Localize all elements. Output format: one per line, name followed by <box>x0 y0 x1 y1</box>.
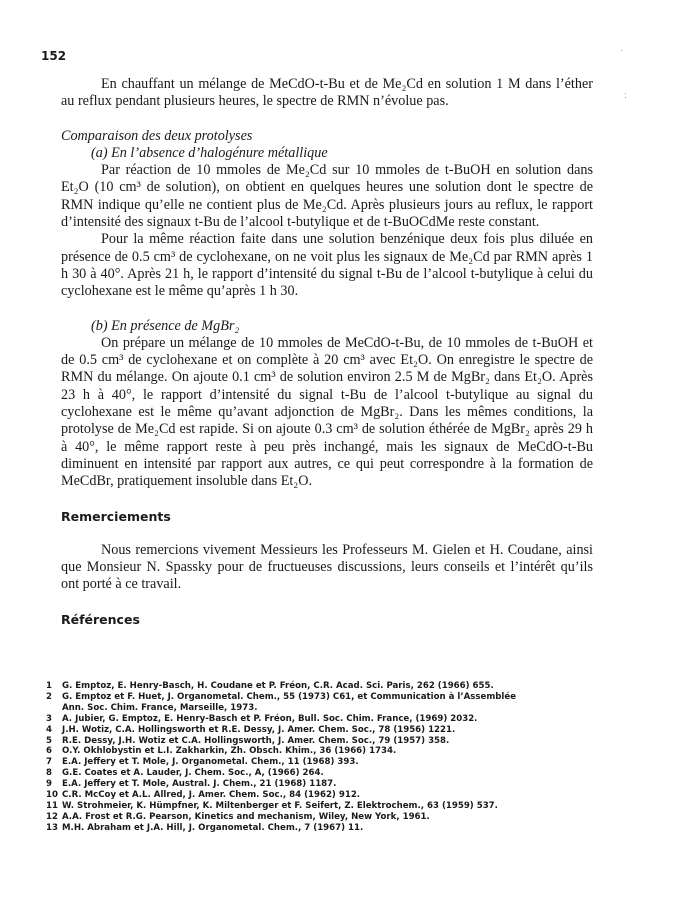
reference-text: J.H. Wotiz, C.A. Hollingsworth et R.E. Dessy, J. Amer. Chem. Soc., 78 (1956) 1221. <box>62 724 456 735</box>
reference-text: G. Emptoz et F. Huet, J. Organometal. Chem., 55 (1973) C61, et Communication à l’Assemblée <box>62 691 517 702</box>
references-heading: Références <box>61 611 140 627</box>
main-text <box>61 76 593 628</box>
reference-number: 5 <box>46 735 52 746</box>
reference-item <box>46 692 606 703</box>
reference-number: 11 <box>46 800 58 811</box>
scan-mark: · <box>620 46 624 57</box>
reference-number: 7 <box>46 757 52 768</box>
scan-mark: : <box>624 90 627 101</box>
subsection-b-heading: (b) En présence de MgBr₂ <box>91 317 240 334</box>
reference-item <box>46 714 606 725</box>
reference-number: 1 <box>46 681 52 691</box>
reference-item <box>46 779 606 790</box>
subsection-b-paragraph: On prépare un mélange de 10 mmoles de MeCdO-t-Bu, de 10 mmoles de t-BuOH et de 0.5 cm³ de cyclohexane et on complète à 20 cm³ avec Et₂O. On enregistre le spectre de RMN du mélange. On ajoute 0.1 cm³ de solution environ 2.5 M de MgBr₂ dans Et₂O. Après 23 h à 40°, le rapport d’intensité du signal t-Bu de l’alcool t-butylique au signal du cyclohexane est le même qu’avant adjonction de MgBr₂. Dans les mêmes conditions, la protolyse de Me₂Cd est rapide. Si on ajoute 0.3 cm³ de solution éthérée de MgBr₂ après 29 h à 40°, le même rapport reste à peu près inchangé, mais les signaux de MeCdO-t-Bu diminuent en intensité par rapport aux autres, ce qui peut correspondre à la formation de MeCdBr, pratiquement insoluble dans Et₂O. <box>61 334 593 490</box>
reference-number: 4 <box>46 724 52 735</box>
reference-text: E.A. Jeffery et T. Mole, Austral. J. Chem., 21 (1968) 1187. <box>62 779 337 790</box>
reference-item <box>46 812 606 823</box>
page-number: 152 <box>41 49 67 63</box>
reference-text: C.R. McCoy et A.L. Allred, J. Amer. Chem. Soc., 84 (1962) 912. <box>62 790 361 801</box>
reference-text: A.A. Frost et R.G. Pearson, Kinetics and mechanism, Wiley, New York, 1961. <box>62 811 430 822</box>
reference-item <box>46 801 606 812</box>
acknowledgements-paragraph: Nous remercions vivement Messieurs les Professeurs M. Gielen et H. Coudane, ainsi que Monsieur N. Spassky pour de fructueuses discussions, leurs conseils et l’intérêt qu’ils ont porté à ce travail. <box>61 541 593 593</box>
reference-text: E.A. Jeffery et T. Mole, J. Organometal. Chem., 11 (1968) 393. <box>62 757 359 768</box>
subsection-a-heading: (a) En l’absence d’halogénure métallique <box>91 144 328 161</box>
reference-item <box>46 746 606 757</box>
reference-number: 6 <box>46 746 52 757</box>
reference-item <box>46 768 606 779</box>
reference-text: G.E. Coates et A. Lauder, J. Chem. Soc., A, (1966) 264. <box>62 768 324 779</box>
reference-item <box>46 725 606 736</box>
reference-item <box>46 681 606 692</box>
reference-text: R.E. Dessy, J.H. Wotiz et C.A. Hollingsworth, J. Amer. Chem. Soc., 79 (1957) 358. <box>62 735 450 746</box>
reference-item <box>46 736 606 747</box>
reference-item <box>46 790 606 801</box>
subsection-a-paragraph-1: Par réaction de 10 mmoles de Me₂Cd sur 10 mmoles de t-BuOH en solution dans Et₂O (10 cm³ de solution), on obtient en quelques heures une solution dont le spectre de RMN indique qu’elle ne contient plus de Me₂Cd. Après plusieurs jours au reflux, le rapport d’intensité des signaux t-Bu de l’alcool t-butylique et de t-BuOCdMe reste constant. <box>61 162 593 231</box>
reference-number: 8 <box>46 768 52 779</box>
reference-number: 3 <box>46 713 52 724</box>
reference-continuation: Ann. Soc. Chim. France, Marseille, 1973. <box>62 702 258 713</box>
section-heading: Comparaison des deux protolyses <box>61 127 253 144</box>
reference-text: W. Strohmeier, K. Hümpfner, K. Miltenberger et F. Seifert, Z. Elektrochem., 63 (1959) 537. <box>62 800 498 811</box>
reference-number: 2 <box>46 691 52 702</box>
reference-text: A. Jubier, G. Emptoz, E. Henry-Basch et P. Fréon, Bull. Soc. Chim. France, (1969) 2032. <box>62 713 478 724</box>
acknowledgements-heading: Remerciements <box>61 508 171 524</box>
subsection-a-paragraph-2: Pour la même réaction faite dans une solution benzénique deux fois plus diluée en présence de 0.5 cm³ de cyclohexane, on ne voit plus les signaux de Me₂Cd par RMN après 1 h 30 à 40°. Après 21 h, le rapport d’intensité du signal t-Bu de l’alcool t-butylique à celui du cyclohexane est le même qu’après 1 h 30. <box>61 231 593 300</box>
reference-item <box>46 757 606 768</box>
reference-number: 13 <box>46 822 58 833</box>
reference-text: M.H. Abraham et J.A. Hill, J. Organometal. Chem., 7 (1967) 11. <box>62 822 364 833</box>
reference-number: 10 <box>46 790 58 801</box>
reference-text: O.Y. Okhlobystin et L.I. Zakharkin, Zh. Obsch. Khim., 36 (1966) 1734. <box>62 746 397 757</box>
reference-text: G. Emptoz, E. Henry-Basch, H. Coudane et P. Fréon, C.R. Acad. Sci. Paris, 262 (1966) 655. <box>62 681 494 691</box>
intro-paragraph: En chauffant un mélange de MeCdO-t-Bu et de Me₂Cd en solution 1 M dans l’éther au reflux pendant plusieurs heures, le spectre de RMN n’évolue pas. <box>61 76 593 110</box>
reference-item <box>46 823 606 834</box>
references-list <box>46 681 606 834</box>
reference-number: 9 <box>46 779 52 790</box>
reference-number: 12 <box>46 811 58 822</box>
